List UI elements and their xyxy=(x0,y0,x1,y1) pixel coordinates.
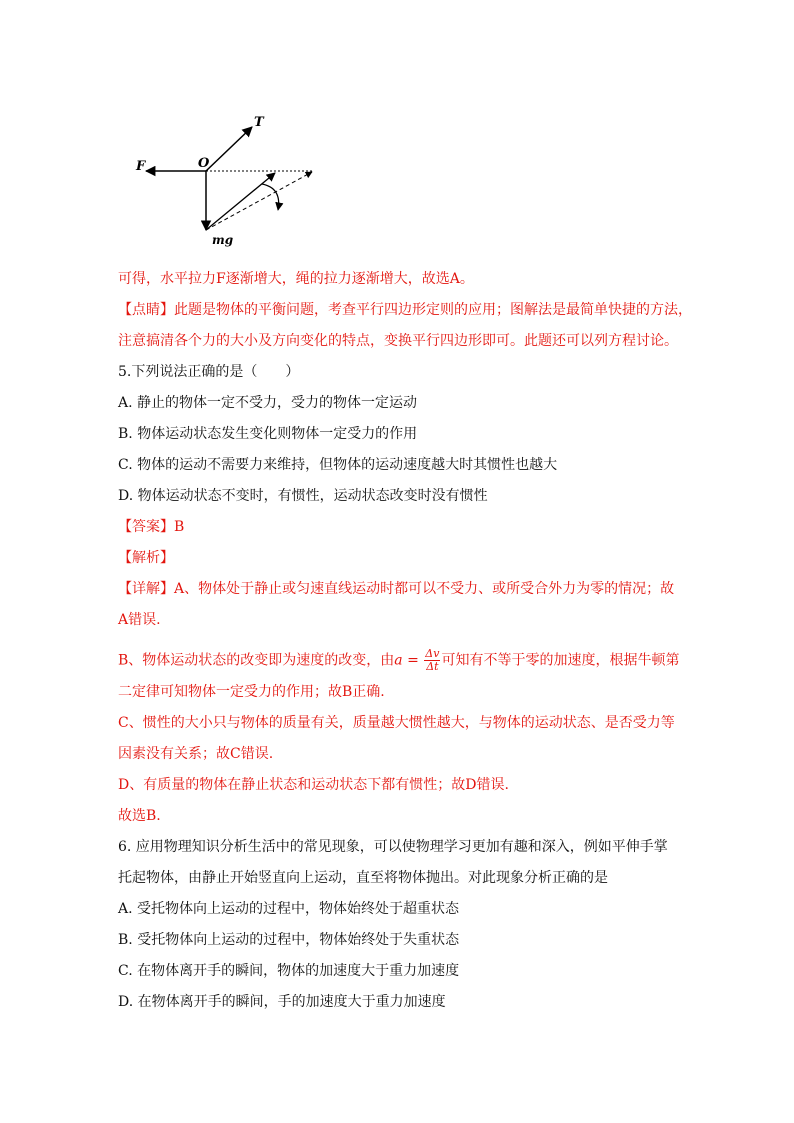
detail-b-prefix: B、物体运动状态的改变即为速度的改变，由 xyxy=(118,652,395,669)
question-5: 5.下列说法正确的是（ ） xyxy=(118,364,300,380)
question-6-line-1: 6. 应用物理知识分析生活中的常见现象，可以使物理学习更加有趣和深入，例如平伸手掌 xyxy=(118,839,668,855)
eq-numerator: Δv xyxy=(425,647,440,660)
q6-option-b: B. 受托物体向上运动的过程中，物体始终处于失重状态 xyxy=(118,932,460,948)
eq-equals: = xyxy=(402,652,424,669)
detail-b-line-1 xyxy=(118,648,679,673)
label-t: T xyxy=(254,115,264,130)
detail-a-line-2: A错误. xyxy=(118,612,161,628)
q6-option-d: D. 在物体离开手的瞬间，手的加速度大于重力加速度 xyxy=(118,994,446,1010)
q5-option-d: D. 物体运动状态不变时，有惯性，运动状态改变时没有惯性 xyxy=(118,488,488,504)
detail-b-line-2: 二定律可知物体一定受力的作用；故B正确. xyxy=(118,684,385,700)
answer-label: 【答案】B xyxy=(118,519,185,535)
eq-a: a xyxy=(394,652,403,669)
q5-option-b: B. 物体运动状态发生变化则物体一定受力的作用 xyxy=(118,426,418,442)
question-6-line-2: 托起物体，由静止开始竖直向上运动，直至将物体抛出。对此现象分析正确的是 xyxy=(118,870,608,886)
detail-b-suffix: 可知有不等于零的加速度，根据牛顿第 xyxy=(441,652,680,669)
detail-c-line-2: 因素没有关系；故C错误. xyxy=(118,746,274,762)
label-o: O xyxy=(198,156,210,171)
eq-fraction xyxy=(424,648,440,673)
label-f: F xyxy=(136,159,146,174)
q6-option-a: A. 受托物体向上运动的过程中，物体始终处于超重状态 xyxy=(118,901,460,917)
tip-line-2: 注意搞清各个力的大小及方向变化的特点，变换平行四边形即可。此题还可以列方程讨论。 xyxy=(118,333,678,349)
analysis-label: 【解析】 xyxy=(118,550,174,566)
detail-d-line: D、有质量的物体在静止状态和运动状态下都有惯性；故D错误. xyxy=(118,777,509,793)
tension-arrow xyxy=(206,127,252,171)
q6-option-c: C. 在物体离开手的瞬间，物体的加速度大于重力加速度 xyxy=(118,963,460,979)
detail-c-line-1: C、惯性的大小只与物体的质量有关，质量越大惯性越大，与物体的运动状态、是否受力等 xyxy=(118,715,675,731)
force-diagram xyxy=(130,110,330,250)
label-mg: mg xyxy=(212,233,234,247)
detail-a-line-1: 【详解】A、物体处于静止或匀速直线运动时都可以不受力、或所受合外力为零的情况；故 xyxy=(118,581,675,597)
eq-denominator: Δt xyxy=(426,660,439,673)
tip-line-1: 【点睛】此题是物体的平衡问题，考查平行四边形定则的应用；图解法是最简单快捷的方法， xyxy=(118,302,692,318)
choose-line: 故选B. xyxy=(118,808,161,824)
conclusion-line: 可得，水平拉力F逐渐增大，绳的拉力逐渐增大，故选A。 xyxy=(118,271,474,287)
q5-option-c: C. 物体的运动不需要力来维持，但物体的运动速度越大时其惯性也越大 xyxy=(118,457,558,473)
q5-option-a: A. 静止的物体一定不受力，受力的物体一定运动 xyxy=(118,395,418,411)
